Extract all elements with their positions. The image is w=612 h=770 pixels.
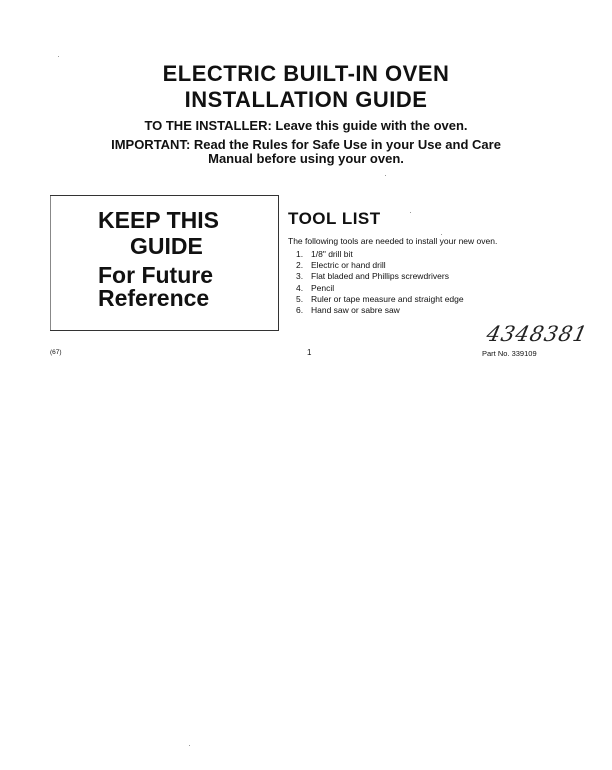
tool-list — [296, 249, 464, 316]
tool-list-heading: TOOL LIST — [288, 209, 381, 228]
document-title-line1: ELECTRIC BUILT-IN OVEN — [162, 61, 450, 86]
item-number: 1. — [296, 249, 304, 259]
keep-line-3: For Future — [98, 262, 213, 288]
keep-line-2: GUIDE — [130, 233, 203, 259]
handwritten-number: 4348381 — [484, 322, 591, 346]
item-text: Pencil — [311, 282, 335, 293]
item-text: Ruler or tape measure and straight edge — [311, 293, 464, 304]
list-item — [296, 249, 464, 260]
item-text: Hand saw or sabre saw — [311, 305, 400, 316]
item-number: 2. — [296, 260, 304, 271]
item-number: 5. — [296, 293, 304, 304]
keep-line-1: KEEP THIS — [98, 207, 219, 233]
important-note-line1: IMPORTANT: Read the Rules for Safe Use in your Use and Care — [111, 137, 501, 152]
keep-guide-box — [50, 195, 279, 331]
scan-speck — [385, 175, 386, 176]
scan-speck — [189, 745, 190, 746]
page-number: 1 — [307, 348, 312, 357]
scan-speck — [441, 234, 442, 235]
footer-code: (67) — [50, 349, 62, 356]
important-note-line2: Manual before using your oven. — [208, 151, 404, 166]
item-text: Flat bladed and Phillips screwdrivers — [311, 271, 449, 282]
box-left-edge — [50, 196, 51, 330]
scan-speck — [410, 212, 411, 213]
item-number: 4. — [296, 282, 304, 293]
tool-list-intro: The following tools are needed to install your new oven. — [288, 236, 498, 246]
list-item — [296, 294, 464, 305]
document-title-line2: INSTALLATION GUIDE — [184, 87, 428, 112]
item-number: 6. — [296, 305, 304, 316]
keep-line-4: Reference — [98, 285, 210, 311]
list-item — [296, 305, 464, 316]
list-item — [296, 283, 464, 294]
installer-note: TO THE INSTALLER: Leave this guide with the oven. — [144, 118, 468, 133]
list-item — [296, 271, 464, 282]
scan-speck — [58, 56, 59, 57]
list-item — [296, 260, 464, 271]
item-text: 1/8" drill bit — [311, 249, 353, 259]
item-text: Electric or hand drill — [311, 260, 386, 271]
part-number: Part No. 339109 — [482, 349, 537, 358]
item-number: 3. — [296, 271, 304, 282]
